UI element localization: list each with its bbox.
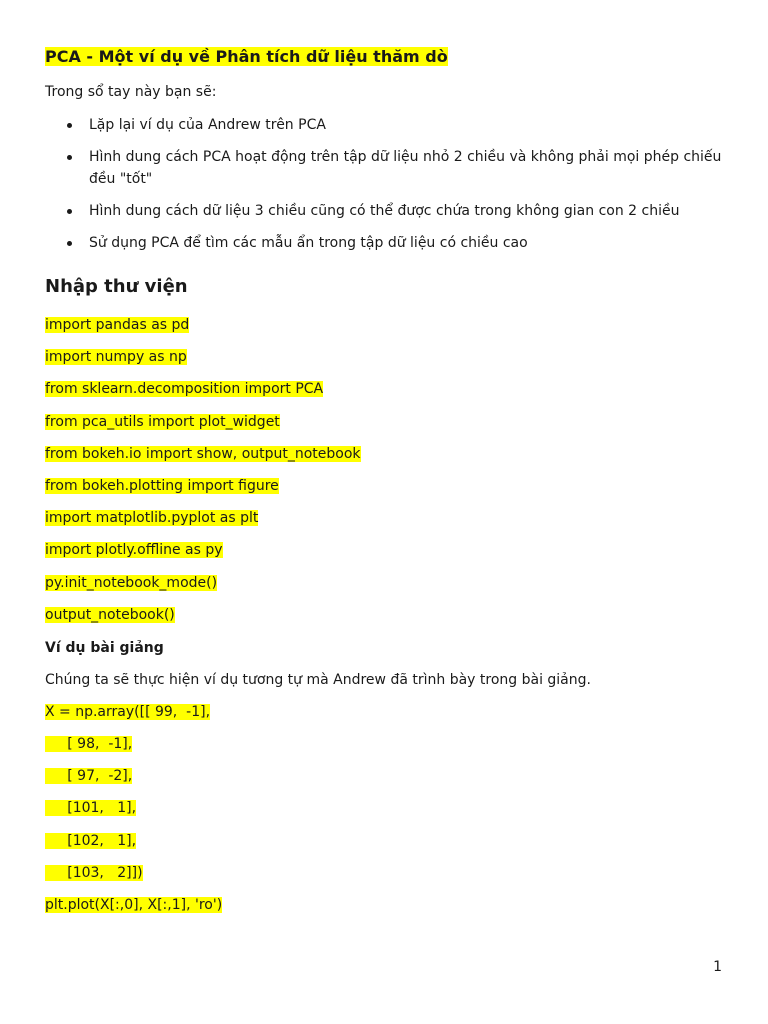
example-code-line-1-text: X = np.array([[ 99, -1], [45,704,211,720]
import-line-4-text: from pca_utils import plot_widget [45,414,280,430]
page-number: 1 [713,959,722,975]
objectives-list [45,114,735,264]
import-line-3 [45,380,323,399]
import-line-5-text: from bokeh.io import show, output_notebook [45,446,361,462]
import-line-8-text: import plotly.offline as py [45,542,223,558]
import-line-9 [45,574,217,593]
example-code-line-6 [45,864,143,883]
import-line-1-text: import pandas as pd [45,317,190,333]
document-title-text: PCA - Một ví dụ về Phân tích dữ liệu thăm dò [45,47,448,66]
subheading-lecture-example: Ví dụ bài giảng [45,640,164,656]
example-code-line-4 [45,799,136,818]
import-line-4 [45,413,280,432]
objective-item-3: Hình dung cách dữ liệu 3 chiều cũng có thể được chứa trong không gian con 2 chiều [45,200,735,222]
example-code-line-3-text: [ 97, -2], [45,768,133,784]
objective-item-2: Hình dung cách PCA hoạt động trên tập dữ liệu nhỏ 2 chiều và không phải mọi phép chiếu đều "tốt" [45,146,735,190]
import-line-9-text: py.init_notebook_mode() [45,575,218,591]
import-line-7 [45,509,258,528]
example-code-line-7-text: plt.plot(X[:,0], X[:,1], 'ro') [45,897,223,913]
example-code-line-4-text: [101, 1], [45,800,137,816]
example-code-line-5 [45,832,136,851]
import-line-2-text: import numpy as np [45,349,187,365]
import-line-10-text: output_notebook() [45,607,175,623]
example-code-line-7 [45,896,222,915]
import-line-5 [45,445,361,464]
example-code-line-2 [45,735,132,754]
import-line-1 [45,316,189,335]
import-line-6 [45,477,279,496]
section-heading-imports: Nhập thư viện [45,276,188,297]
intro-text: Trong sổ tay này bạn sẽ: [45,84,217,100]
import-line-7-text: import matplotlib.pyplot as plt [45,510,259,526]
objective-item-1: Lặp lại ví dụ của Andrew trên PCA [45,114,735,136]
import-line-6-text: from bokeh.plotting import figure [45,478,279,494]
import-line-10 [45,606,175,625]
document-title [45,46,448,68]
example-code-line-6-text: [103, 2]]) [45,865,143,881]
example-code-line-5-text: [102, 1], [45,833,137,849]
example-code-line-3 [45,767,132,786]
import-line-8 [45,541,223,560]
example-code-line-2-text: [ 98, -1], [45,736,133,752]
objective-item-4: Sử dụng PCA để tìm các mẫu ẩn trong tập dữ liệu có chiều cao [45,232,735,254]
import-line-3-text: from sklearn.decomposition import PCA [45,381,324,397]
example-code-line-1 [45,703,210,722]
lecture-paragraph: Chúng ta sẽ thực hiện ví dụ tương tự mà Andrew đã trình bày trong bài giảng. [45,672,591,688]
import-line-2 [45,348,187,367]
